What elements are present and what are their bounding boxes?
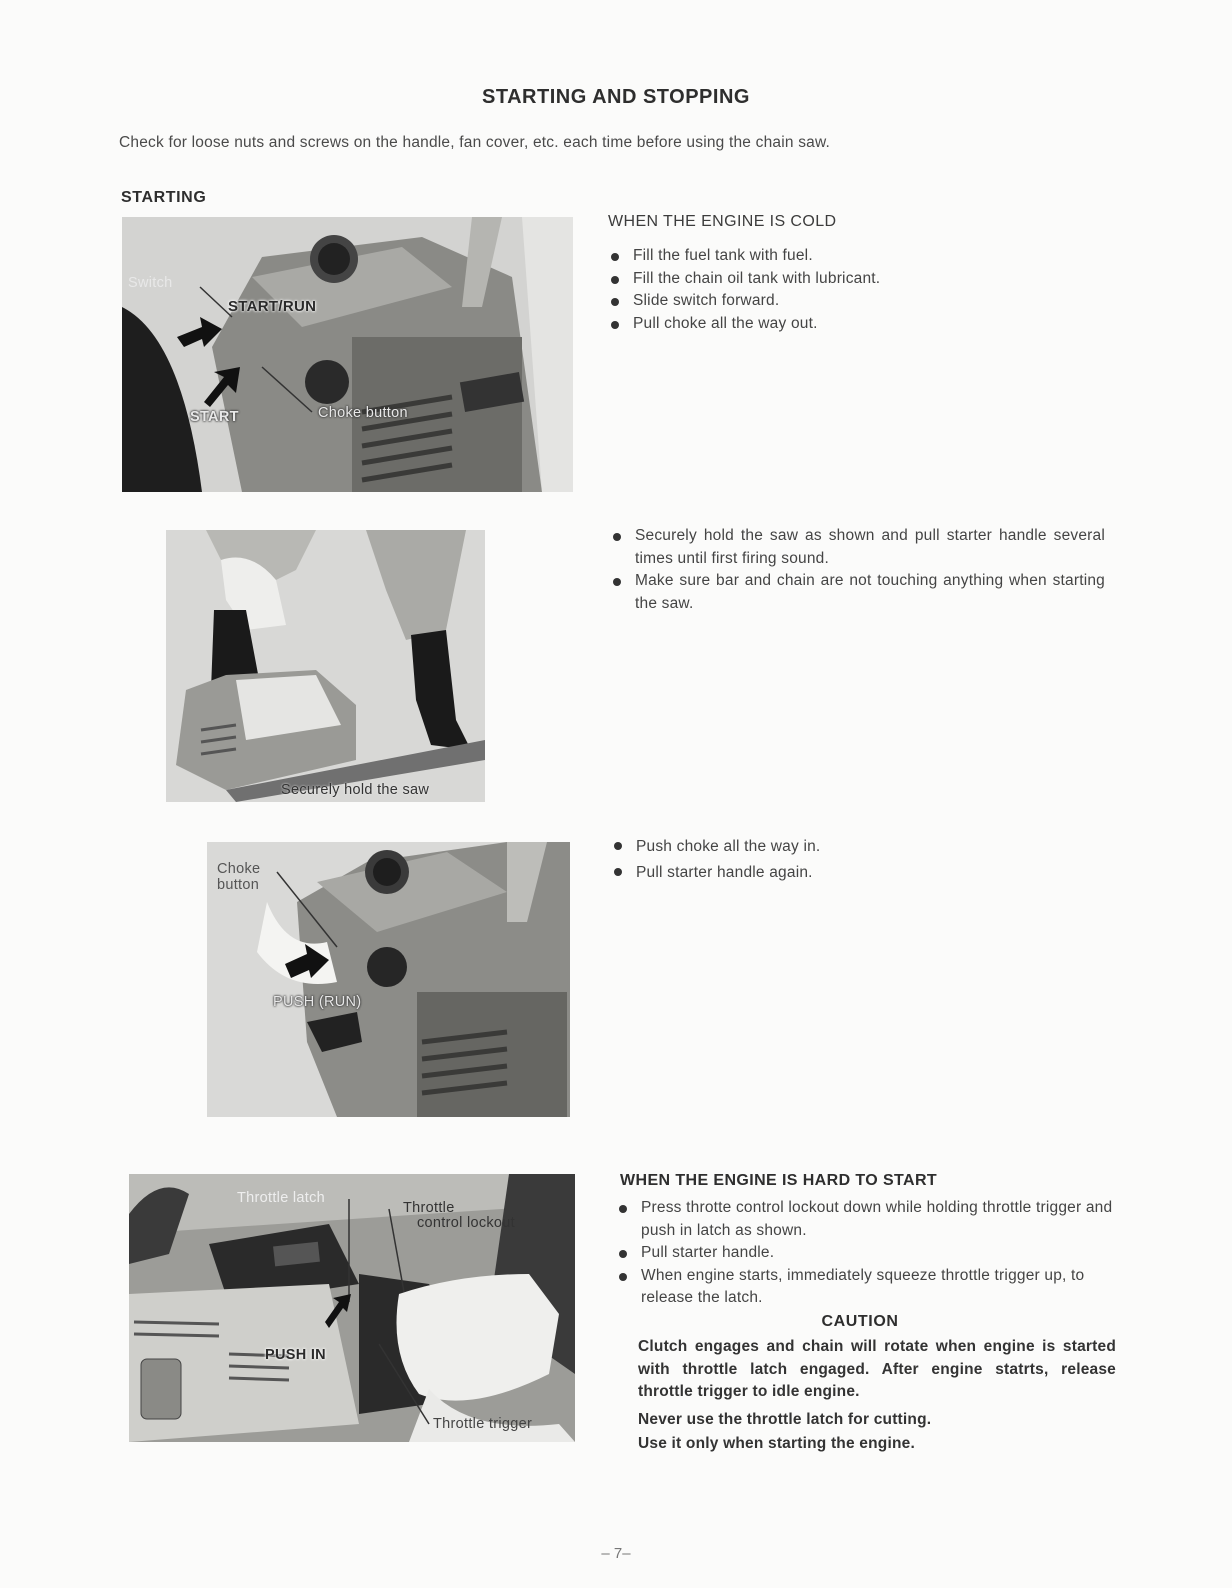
list-engine-cold bbox=[608, 245, 1128, 335]
section-heading-starting: STARTING bbox=[121, 189, 207, 206]
label-push-in: PUSH IN bbox=[265, 1347, 326, 1363]
photo-push-choke bbox=[207, 842, 570, 1117]
label-securely-hold: Securely hold the saw bbox=[281, 782, 430, 798]
list-hold-saw bbox=[610, 525, 1105, 615]
warning-line-2: Use it only when starting the engine. bbox=[638, 1435, 915, 1452]
chainsaw-photo-illustration bbox=[122, 217, 573, 492]
list-item: Pull starter handle again. bbox=[611, 860, 1106, 886]
list-item: Slide switch forward. bbox=[608, 290, 1128, 313]
label-start-run: START/RUN bbox=[228, 298, 317, 315]
page-title: STARTING AND STOPPING bbox=[482, 86, 750, 108]
list-item: When engine starts, immediately squeeze throttle trigger up, to release the latch. bbox=[616, 1265, 1113, 1310]
warning-text bbox=[638, 1408, 1116, 1456]
list-item: Fill the fuel tank with fuel. bbox=[608, 245, 1128, 268]
caution-heading: CAUTION bbox=[821, 1313, 899, 1330]
list-item: Push choke all the way in. bbox=[611, 834, 1106, 860]
list-item: Pull choke all the way out. bbox=[608, 313, 1128, 336]
label-button: button bbox=[217, 877, 260, 893]
label-switch: Switch bbox=[128, 275, 173, 291]
label-throttle: Throttle bbox=[403, 1200, 455, 1216]
list-push-choke bbox=[611, 834, 1106, 886]
photo-securely-hold-saw bbox=[166, 530, 485, 802]
holding-saw-illustration bbox=[166, 530, 485, 802]
list-item: Press throtte control lockout down while holding throttle trigger and push in latch as shown. bbox=[616, 1197, 1113, 1242]
list-item: Fill the chain oil tank with lubricant. bbox=[608, 268, 1128, 291]
caution-paragraph: Clutch engages and chain will rotate when engine is started with throttle latch engaged. After engine statrts, release throttle trigger to idle engine. bbox=[638, 1338, 1116, 1400]
list-item: Securely hold the saw as shown and pull starter handle several times until first firing sound. bbox=[610, 525, 1105, 570]
page-number: – 7– bbox=[601, 1545, 631, 1562]
list-item: Pull starter handle. bbox=[616, 1242, 1113, 1265]
warning-line-1: Never use the throttle latch for cutting. bbox=[638, 1411, 932, 1428]
label-choke: Choke bbox=[217, 861, 261, 877]
label-choke-button: Choke button bbox=[318, 405, 408, 421]
photo-chainsaw-switch-choke bbox=[122, 217, 573, 492]
label-start: START bbox=[190, 409, 239, 425]
photo-throttle-latch bbox=[129, 1174, 575, 1442]
push-choke-illustration bbox=[207, 842, 570, 1117]
heading-engine-hard-to-start: WHEN THE ENGINE IS HARD TO START bbox=[620, 1172, 938, 1189]
label-control-lockout: control lockout bbox=[417, 1215, 515, 1231]
list-hard-to-start bbox=[616, 1197, 1113, 1310]
label-push-run: PUSH (RUN) bbox=[273, 994, 362, 1010]
label-throttle-latch: Throttle latch bbox=[237, 1190, 326, 1206]
list-item: Make sure bar and chain are not touching anything when starting the saw. bbox=[610, 570, 1105, 615]
label-throttle-trigger: Throttle trigger bbox=[433, 1416, 533, 1432]
caution-text bbox=[638, 1336, 1116, 1404]
intro-text: Check for loose nuts and screws on the handle, fan cover, etc. each time before using the chain saw. bbox=[119, 134, 831, 151]
heading-engine-cold: WHEN THE ENGINE IS COLD bbox=[608, 213, 837, 230]
